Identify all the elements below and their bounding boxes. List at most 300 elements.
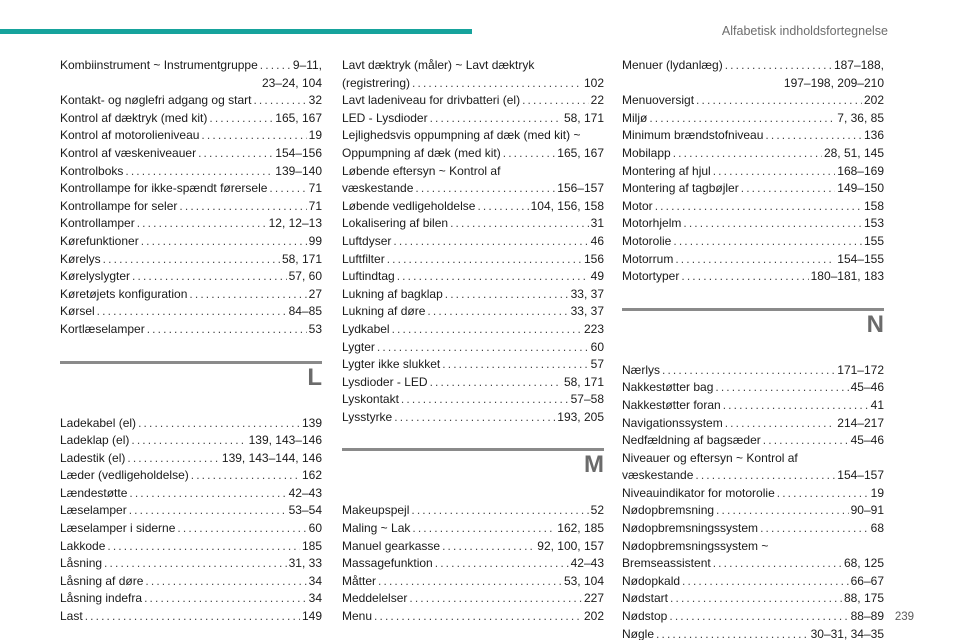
- dot-leader: [522, 92, 589, 110]
- index-entry: [342, 251, 604, 269]
- page-reference: 33, 37: [570, 304, 604, 319]
- entry-text: Oppumpning af dæk (med kit): [342, 145, 501, 160]
- entry-text: Kørefunktioner: [60, 233, 139, 248]
- entry-text: Lygter ikke slukket: [342, 357, 441, 372]
- index-entries: [622, 57, 884, 286]
- entry-text: Nødstart: [622, 591, 669, 606]
- section-letter: N: [866, 310, 884, 338]
- entry-line: [622, 415, 884, 433]
- page-reference: 139–140: [275, 163, 322, 178]
- entry-text: Lændestøtte: [60, 485, 128, 500]
- entry-line: [622, 145, 884, 163]
- dot-leader: [683, 215, 862, 233]
- index-entry: [342, 215, 604, 233]
- dot-leader: [394, 409, 555, 427]
- entry-text: Måtter: [342, 573, 377, 588]
- entry-line: [60, 163, 322, 181]
- dot-leader: [392, 321, 582, 339]
- page-reference: 153: [863, 216, 884, 231]
- entry-text: Maling ~ Lak: [342, 521, 411, 536]
- dot-leader: [725, 57, 832, 75]
- index-entry: [60, 251, 322, 269]
- entry-line: [342, 145, 604, 163]
- index-entry: [342, 538, 604, 556]
- page-reference: 154–157: [837, 468, 884, 483]
- index-entry: [342, 409, 604, 427]
- index-column-2: [342, 57, 604, 626]
- page-reference: 58, 171: [281, 251, 322, 266]
- page-reference: 158: [863, 198, 884, 213]
- entry-line: [60, 268, 322, 286]
- page-reference: 223: [583, 321, 604, 336]
- entry-text: Låsning: [60, 556, 103, 571]
- entry-line: [342, 573, 604, 591]
- dot-leader: [201, 127, 306, 145]
- index-entry: [622, 127, 884, 145]
- entry-line: [622, 163, 884, 181]
- dot-leader: [269, 180, 306, 198]
- entry-line: [60, 485, 322, 503]
- section-rule: [622, 308, 884, 311]
- entry-line: [342, 356, 604, 374]
- dot-leader: [765, 127, 862, 145]
- entry-line: [622, 215, 884, 233]
- index-entry: [342, 608, 604, 626]
- entry-line: [60, 538, 322, 556]
- dot-leader: [681, 268, 808, 286]
- dot-leader: [673, 233, 862, 251]
- dot-leader: [125, 163, 273, 181]
- entry-text: Nakkestøtter foran: [622, 397, 721, 412]
- entry-line: [342, 391, 604, 409]
- entry-text: Montering af tagbøjler: [622, 181, 739, 196]
- entry-text: Motorolie: [622, 233, 672, 248]
- entry-line: [60, 127, 322, 145]
- index-entry: [622, 57, 884, 92]
- index-entry: [622, 538, 884, 573]
- page-reference: 162, 185: [557, 521, 604, 536]
- dot-leader: [430, 110, 562, 128]
- index-entry: [60, 415, 322, 433]
- entry-line: [60, 450, 322, 468]
- dot-leader: [393, 233, 588, 251]
- entry-line: [342, 215, 604, 233]
- page-reference: 214–217: [837, 415, 884, 430]
- page-reference: 102: [583, 75, 604, 90]
- entry-text: Læder (vedligeholdelse): [60, 468, 189, 483]
- page-reference: 202: [583, 609, 604, 624]
- page-reference: 53–54: [288, 503, 322, 518]
- section-letter: L: [307, 363, 322, 391]
- dot-leader: [713, 163, 836, 181]
- dot-leader: [669, 608, 848, 626]
- page-reference: 31: [590, 216, 604, 231]
- dot-leader: [670, 590, 842, 608]
- dot-leader: [723, 397, 869, 415]
- entry-text: Lukning af døre: [342, 304, 426, 319]
- dot-leader: [725, 415, 836, 433]
- entry-text: Ladeklap (el): [60, 433, 130, 448]
- index-entry: [622, 379, 884, 397]
- page-reference: 60: [590, 339, 604, 354]
- page-reference: 155: [863, 233, 884, 248]
- entry-line: [622, 180, 884, 198]
- dot-leader: [450, 215, 589, 233]
- entry-line: [622, 608, 884, 626]
- entry-line: [342, 502, 604, 520]
- index-entry: [60, 321, 322, 339]
- entry-line: [342, 409, 604, 427]
- page-reference: 71: [308, 181, 322, 196]
- page-reference-continued: 23–24, 104: [261, 75, 322, 90]
- page-reference: 168–169: [837, 163, 884, 178]
- entry-line: [622, 432, 884, 450]
- dot-leader: [179, 198, 306, 216]
- page-reference: 136: [863, 128, 884, 143]
- index-entry: [342, 127, 604, 162]
- page-reference: 154–155: [837, 251, 884, 266]
- entry-text: Mobilapp: [622, 145, 671, 160]
- page-reference: 99: [308, 233, 322, 248]
- index-entry: [622, 110, 884, 128]
- page-reference: 57–58: [570, 392, 604, 407]
- page-reference: 149–150: [837, 181, 884, 196]
- index-entry: [60, 57, 322, 92]
- entry-text: Manuel gearkasse: [342, 538, 441, 553]
- entry-line: [60, 251, 322, 269]
- dot-leader: [401, 391, 569, 409]
- page-header-title: Alfabetisk indholdsfortegnelse: [721, 24, 888, 38]
- page-reference: 165, 167: [275, 110, 322, 125]
- entry-text: Lavt dæktryk (måler) ~ Lavt dæktryk: [342, 58, 535, 72]
- dot-leader: [503, 145, 556, 163]
- entry-line: [342, 233, 604, 251]
- index-entry: [60, 110, 322, 128]
- page-reference: 171–172: [837, 362, 884, 377]
- dot-leader: [442, 356, 588, 374]
- page-reference: 57: [590, 357, 604, 372]
- page-reference: 34: [308, 573, 322, 588]
- index-entry: [342, 198, 604, 216]
- entry-text: Niveauindikator for motorolie: [622, 485, 775, 500]
- entry-line: [60, 233, 322, 251]
- section-entries: [622, 362, 884, 640]
- page-reference: 19: [870, 485, 884, 500]
- entry-line: [622, 379, 884, 397]
- entry-text: Bremseassistent: [622, 556, 711, 571]
- page-reference: 19: [308, 128, 322, 143]
- entry-line: [622, 502, 884, 520]
- index-entry: [622, 362, 884, 380]
- page-reference: 68, 125: [843, 556, 884, 571]
- page-reference: 45–46: [850, 380, 884, 395]
- index-entry: [622, 502, 884, 520]
- entry-line: [60, 215, 322, 233]
- entry-text: Kørelyslygter: [60, 269, 131, 284]
- dot-leader: [145, 573, 306, 591]
- dot-leader: [129, 502, 287, 520]
- dot-leader: [132, 268, 287, 286]
- page-number: 239: [894, 611, 914, 623]
- page-reference: 92, 100, 157: [537, 538, 604, 553]
- index-entry: [342, 163, 604, 198]
- index-entry: [622, 215, 884, 233]
- entry-text: Last: [60, 609, 83, 624]
- entry-line: [342, 75, 604, 93]
- page-reference: 57, 60: [288, 269, 322, 284]
- entry-text: Lakkode: [60, 538, 106, 553]
- entry-text: Nødopbremsningssystem: [622, 521, 759, 536]
- page-reference: 49: [590, 269, 604, 284]
- page-reference: 90–91: [850, 503, 884, 518]
- dot-leader: [415, 180, 555, 198]
- index-entry: [622, 198, 884, 216]
- section-rule: [342, 448, 604, 451]
- entry-line: [60, 608, 322, 626]
- page-reference: 28, 51, 145: [823, 145, 884, 160]
- index-entry: [622, 397, 884, 415]
- section-entries: [342, 502, 604, 625]
- dot-leader: [141, 233, 307, 251]
- entry-line: [60, 57, 322, 75]
- entry-text: Navigationssystem: [622, 415, 723, 430]
- dot-leader: [260, 57, 291, 75]
- entry-line: [622, 198, 884, 216]
- page-reference: 9–11,: [292, 58, 322, 72]
- entry-line: [60, 303, 322, 321]
- index-entry: [60, 303, 322, 321]
- index-entry: [622, 573, 884, 591]
- entry-line: [60, 590, 322, 608]
- dot-leader: [409, 590, 582, 608]
- entry-text: Nødopkald: [622, 573, 681, 588]
- entry-line: [342, 608, 604, 626]
- index-entry: [60, 573, 322, 591]
- index-entry: [342, 321, 604, 339]
- dot-leader: [656, 626, 809, 640]
- entry-line: [622, 92, 884, 110]
- entry-text: Lysdioder - LED: [342, 374, 428, 389]
- dot-leader: [713, 555, 842, 573]
- page-reference: 180–181, 183: [810, 269, 884, 284]
- dot-leader: [696, 92, 862, 110]
- dot-leader: [682, 573, 849, 591]
- entry-text: Nødopbremsningssystem ~: [622, 538, 769, 553]
- page-reference: 41: [870, 397, 884, 412]
- index-entry: [342, 268, 604, 286]
- page-reference: 53, 104: [563, 573, 604, 588]
- index-entry: [622, 268, 884, 286]
- dot-leader: [442, 538, 535, 556]
- entry-text: Luftindtag: [342, 269, 395, 284]
- index-entry: [342, 110, 604, 128]
- entry-text: Løbende vedligeholdelse: [342, 198, 476, 213]
- page-reference: 139, 143–146: [248, 433, 322, 448]
- dot-leader: [191, 467, 300, 485]
- index-entry: [342, 339, 604, 357]
- page-reference: 7, 36, 85: [837, 110, 884, 125]
- entry-text: Makeupspejl: [342, 503, 410, 518]
- entry-text: Kontrol af motorolieniveau: [60, 128, 200, 143]
- entry-line: [60, 110, 322, 128]
- entry-line: [622, 233, 884, 251]
- index-entry: [622, 450, 884, 485]
- entry-line: [342, 92, 604, 110]
- index-entry: [342, 391, 604, 409]
- index-entry: [60, 286, 322, 304]
- index-entry: [622, 485, 884, 503]
- entry-text: Nødopbremsning: [622, 503, 715, 518]
- dot-leader: [127, 450, 220, 468]
- entry-text: Nakkestøtter bag: [622, 380, 714, 395]
- entry-line: [342, 180, 604, 198]
- index-entry: [622, 233, 884, 251]
- entry-text: Nødstop: [622, 609, 668, 624]
- entry-line: [60, 286, 322, 304]
- index-entry: [622, 520, 884, 538]
- entry-text: Køretøjets konfiguration: [60, 286, 188, 301]
- entry-text: Minimum brændstofniveau: [622, 128, 764, 143]
- dot-leader: [189, 286, 306, 304]
- page-reference: 187–188,: [833, 58, 884, 72]
- entry-line: [60, 502, 322, 520]
- index-entry: [60, 180, 322, 198]
- dot-leader: [129, 485, 286, 503]
- entry-text: Nøgle: [622, 626, 655, 640]
- index-entry: [342, 555, 604, 573]
- entry-line: [342, 339, 604, 357]
- dot-leader: [209, 110, 273, 128]
- dot-leader: [377, 339, 589, 357]
- dot-leader: [85, 608, 300, 626]
- index-entry: [342, 520, 604, 538]
- entry-line: [622, 268, 884, 286]
- dot-leader: [716, 502, 849, 520]
- entry-line: [622, 555, 884, 573]
- dot-leader: [253, 92, 306, 110]
- index-entry: [622, 92, 884, 110]
- page-reference: 193, 205: [557, 409, 604, 424]
- dot-leader: [198, 145, 273, 163]
- dot-leader: [412, 520, 555, 538]
- section-header: [622, 308, 884, 356]
- page-reference: 66–67: [850, 573, 884, 588]
- entry-text: Miljø: [622, 110, 648, 125]
- entry-text: Kontrollamper: [60, 216, 135, 231]
- entry-line: [622, 520, 884, 538]
- page-reference: 84–85: [288, 304, 322, 319]
- entry-text: Kortlæselamper: [60, 321, 145, 336]
- entry-line: [342, 538, 604, 556]
- entry-text: Lydkabel: [342, 321, 390, 336]
- index-entry: [342, 374, 604, 392]
- page-reference: 53: [308, 321, 322, 336]
- entry-line: [622, 57, 884, 75]
- dot-leader: [177, 520, 306, 538]
- entry-text: Lukning af bagklap: [342, 286, 443, 301]
- page-reference: 88–89: [850, 609, 884, 624]
- dot-leader: [131, 432, 246, 450]
- entry-line: [60, 573, 322, 591]
- index-entries: [342, 57, 604, 426]
- index-entry: [342, 303, 604, 321]
- index-entry: [60, 127, 322, 145]
- index-entry: [60, 268, 322, 286]
- entry-line: [622, 626, 884, 640]
- index-entry: [60, 145, 322, 163]
- index-column-1: [60, 57, 322, 626]
- entry-text: Lejlighedsvis oppumpning af dæk (med kit) ~: [342, 128, 581, 143]
- index-entry: [342, 92, 604, 110]
- section-header: [60, 361, 322, 409]
- entry-line: [622, 467, 884, 485]
- entry-line: [60, 555, 322, 573]
- page-reference: 88, 175: [843, 591, 884, 606]
- index-entry: [622, 145, 884, 163]
- entry-line: [60, 92, 322, 110]
- entry-line: [342, 555, 604, 573]
- entry-line: [342, 251, 604, 269]
- section-entries: [60, 415, 322, 626]
- page-reference: 71: [308, 198, 322, 213]
- entry-line: [622, 485, 884, 503]
- index-entry: [60, 538, 322, 556]
- index-entry: [622, 415, 884, 433]
- entry-text: Motorhjelm: [622, 216, 682, 231]
- entry-text: Kontrol af væskeniveauer: [60, 145, 197, 160]
- dot-leader: [411, 502, 588, 520]
- index-entry: [60, 608, 322, 626]
- dot-leader: [137, 215, 267, 233]
- entry-text: Ladekabel (el): [60, 415, 137, 430]
- entry-text: væskestande: [342, 181, 414, 196]
- dot-leader: [445, 286, 569, 304]
- index-entry: [60, 502, 322, 520]
- index-entry: [60, 450, 322, 468]
- index-entry: [622, 251, 884, 269]
- dot-leader: [777, 485, 869, 503]
- dot-leader: [695, 467, 835, 485]
- index-entry: [622, 163, 884, 181]
- dot-leader: [675, 251, 835, 269]
- index-entry: [60, 432, 322, 450]
- entry-text: Meddelelser: [342, 591, 408, 606]
- entry-line: [342, 374, 604, 392]
- dot-leader: [374, 608, 582, 626]
- dot-leader: [412, 75, 582, 93]
- entry-text: Nedfældning af bagsæder: [622, 433, 761, 448]
- index-entry: [342, 502, 604, 520]
- entry-text: Lavt ladeniveau for drivbatteri (el): [342, 93, 521, 108]
- entry-text: Luftfilter: [342, 251, 385, 266]
- dot-leader: [97, 303, 287, 321]
- entry-line: [342, 268, 604, 286]
- page-reference: 68: [870, 521, 884, 536]
- dot-leader: [104, 555, 287, 573]
- page-reference: 227: [583, 591, 604, 606]
- entry-line: [342, 321, 604, 339]
- page-reference: 60: [308, 521, 322, 536]
- entry-line: [60, 180, 322, 198]
- page-reference: 156–157: [557, 181, 604, 196]
- page-reference: 27: [308, 286, 322, 301]
- index-entry: [622, 180, 884, 198]
- entry-text: Kontakt- og nøglefri adgang og start: [60, 93, 252, 108]
- entry-text: Kontrol af dæktryk (med kit): [60, 110, 208, 125]
- dot-leader: [138, 415, 300, 433]
- index-entry: [60, 485, 322, 503]
- index-entry: [60, 92, 322, 110]
